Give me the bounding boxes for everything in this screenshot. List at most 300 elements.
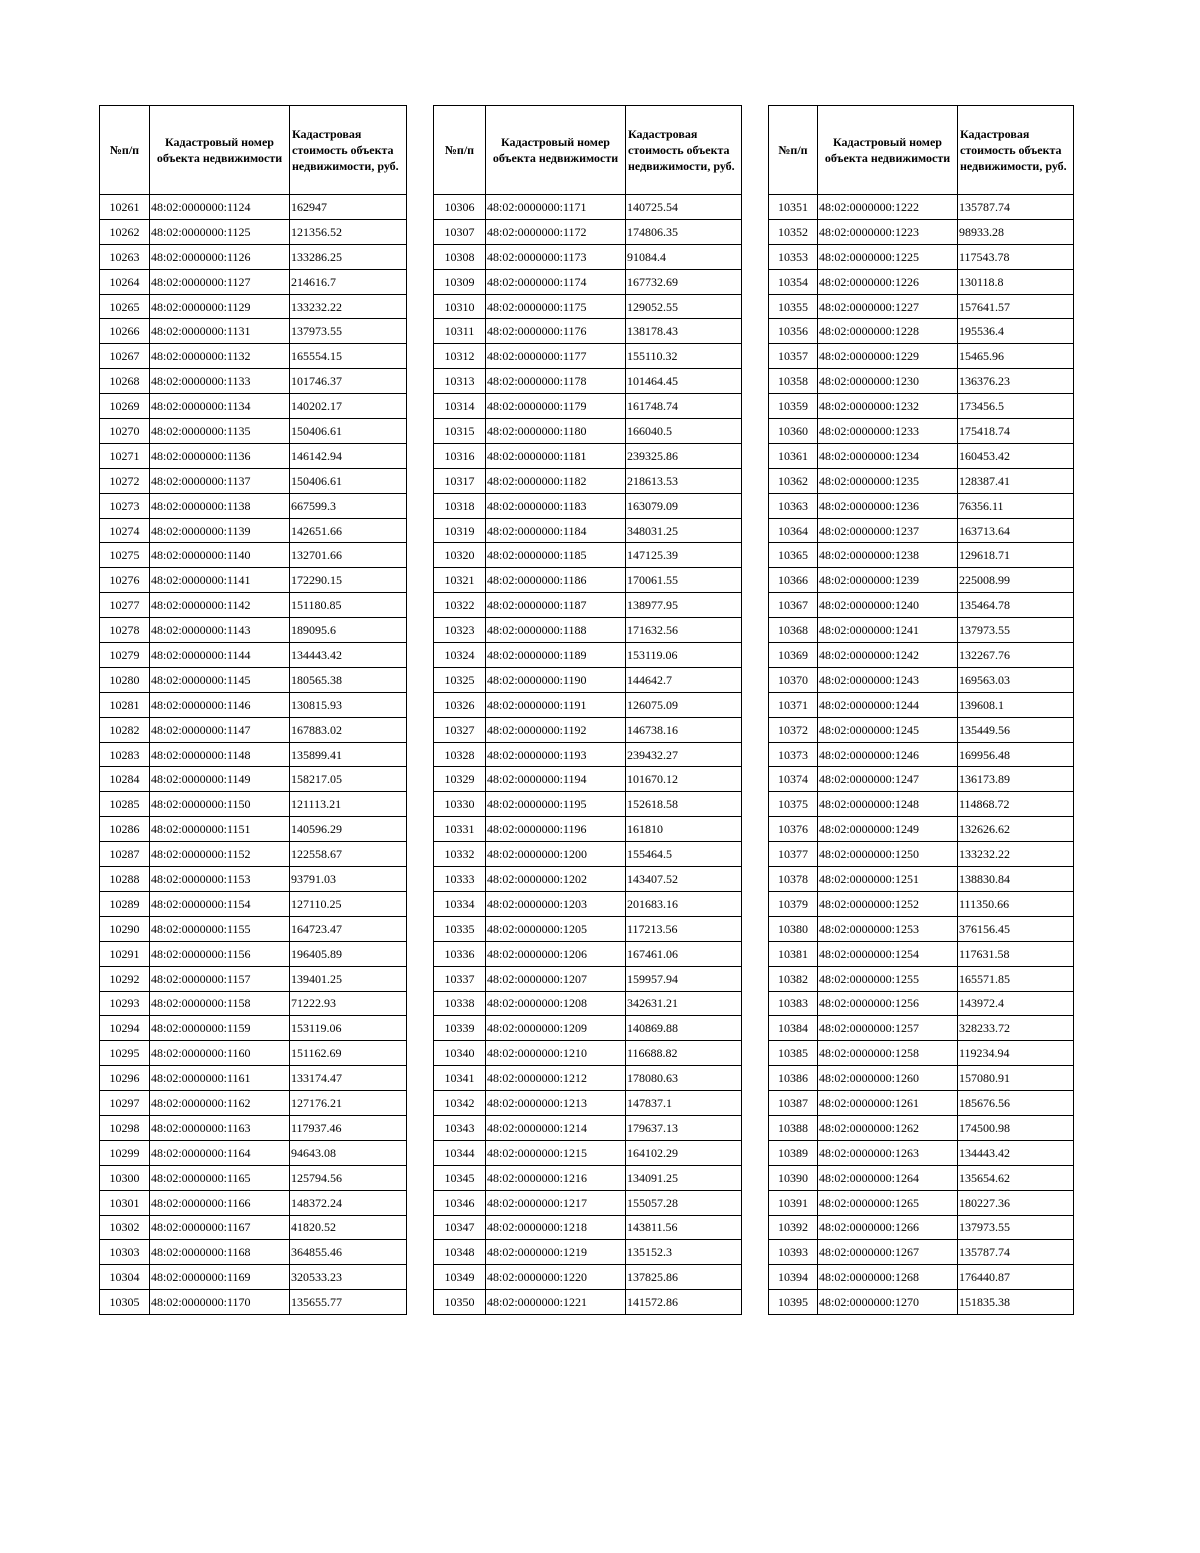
row-number: 10334 [434,891,486,916]
cadastral-number: 48:02:0000000:1249 [818,817,958,842]
row-number: 10395 [769,1290,818,1315]
cadastral-number: 48:02:0000000:1184 [486,518,626,543]
cadastral-number: 48:02:0000000:1241 [818,618,958,643]
cadastral-value: 166040.5 [626,419,742,444]
cadastral-value: 119234.94 [958,1041,1074,1066]
cadastral-number: 48:02:0000000:1270 [818,1290,958,1315]
cadastral-value: 140725.54 [626,195,742,220]
table-row [434,443,742,468]
cadastral-value: 138830.84 [958,867,1074,892]
row-number: 10272 [100,468,150,493]
cadastral-number: 48:02:0000000:1221 [486,1290,626,1315]
table-row [100,717,407,742]
row-number: 10338 [434,991,486,1016]
row-number: 10354 [769,269,818,294]
cadastral-number: 48:02:0000000:1168 [150,1240,290,1265]
row-number: 10311 [434,319,486,344]
row-number: 10394 [769,1265,818,1290]
row-number: 10300 [100,1165,150,1190]
row-number: 10273 [100,493,150,518]
row-number: 10378 [769,867,818,892]
table-row [434,1140,742,1165]
table-row [100,195,407,220]
row-number: 10393 [769,1240,818,1265]
table-row [100,219,407,244]
row-number: 10291 [100,941,150,966]
table-header-row [434,106,742,195]
cadastral-number: 48:02:0000000:1192 [486,717,626,742]
cadastral-value: 667599.3 [290,493,407,518]
table-row [769,767,1074,792]
cadastral-number: 48:02:0000000:1240 [818,593,958,618]
table-row [769,643,1074,668]
row-number: 10298 [100,1115,150,1140]
table-row [769,518,1074,543]
row-number: 10345 [434,1165,486,1190]
cadastral-number: 48:02:0000000:1203 [486,891,626,916]
cadastral-number: 48:02:0000000:1140 [150,543,290,568]
table-row [434,394,742,419]
cadastral-number: 48:02:0000000:1169 [150,1265,290,1290]
cadastral-value: 41820.52 [290,1215,407,1240]
cadastral-value: 133286.25 [290,244,407,269]
table-row [769,344,1074,369]
cadastral-number: 48:02:0000000:1226 [818,269,958,294]
cadastral-number: 48:02:0000000:1131 [150,319,290,344]
cadastral-number: 48:02:0000000:1254 [818,941,958,966]
cadastral-number: 48:02:0000000:1155 [150,916,290,941]
row-number: 10314 [434,394,486,419]
table-row [434,742,742,767]
cadastral-value: 142651.66 [290,518,407,543]
cadastral-value: 15465.96 [958,344,1074,369]
cadastral-value: 91084.4 [626,244,742,269]
table-row [100,1016,407,1041]
table-row [769,742,1074,767]
cadastral-number: 48:02:0000000:1177 [486,344,626,369]
cadastral-value: 126075.09 [626,692,742,717]
cadastral-number: 48:02:0000000:1215 [486,1140,626,1165]
table-row [769,817,1074,842]
cadastral-value: 170061.55 [626,568,742,593]
cadastral-value: 174500.98 [958,1115,1074,1140]
table-row [434,543,742,568]
cadastral-value: 167461.06 [626,941,742,966]
row-number: 10361 [769,443,818,468]
cadastral-number: 48:02:0000000:1230 [818,369,958,394]
row-number: 10357 [769,344,818,369]
table-row [100,1215,407,1240]
row-number: 10301 [100,1190,150,1215]
table-row [434,1240,742,1265]
cadastral-value: 158217.05 [290,767,407,792]
row-number: 10337 [434,966,486,991]
cadastral-value: 151835.38 [958,1290,1074,1315]
cadastral-number: 48:02:0000000:1136 [150,443,290,468]
table-row [100,643,407,668]
cadastral-value: 93791.03 [290,867,407,892]
cadastral-number: 48:02:0000000:1134 [150,394,290,419]
cadastral-number: 48:02:0000000:1147 [150,717,290,742]
cadastral-number: 48:02:0000000:1216 [486,1165,626,1190]
table-row [434,1190,742,1215]
cadastral-value: 155464.5 [626,842,742,867]
cadastral-value: 135655.77 [290,1290,407,1315]
cadastral-value: 167732.69 [626,269,742,294]
cadastral-value: 201683.16 [626,891,742,916]
cadastral-value: 174806.35 [626,219,742,244]
cadastral-value: 135152.3 [626,1240,742,1265]
table-row [434,916,742,941]
table-row [769,294,1074,319]
table-row [100,1066,407,1091]
cadastral-value: 157080.91 [958,1066,1074,1091]
row-number: 10383 [769,991,818,1016]
row-number: 10294 [100,1016,150,1041]
table-row [100,1240,407,1265]
row-number: 10323 [434,618,486,643]
header-cadastral-number: Кадастровый номер объекта недвижимости [818,106,958,195]
row-number: 10377 [769,842,818,867]
cadastral-number: 48:02:0000000:1212 [486,1066,626,1091]
cadastral-value: 172290.15 [290,568,407,593]
row-number: 10369 [769,643,818,668]
cadastral-value: 101670.12 [626,767,742,792]
table-row [769,1165,1074,1190]
cadastral-number: 48:02:0000000:1237 [818,518,958,543]
cadastral-number: 48:02:0000000:1173 [486,244,626,269]
row-number: 10336 [434,941,486,966]
table-row [769,219,1074,244]
cadastral-number: 48:02:0000000:1205 [486,916,626,941]
cadastral-value: 164102.29 [626,1140,742,1165]
row-number: 10318 [434,493,486,518]
cadastral-number: 48:02:0000000:1208 [486,991,626,1016]
table-row [100,941,407,966]
cadastral-number: 48:02:0000000:1228 [818,319,958,344]
row-number: 10346 [434,1190,486,1215]
table-row [434,1016,742,1041]
cadastral-number: 48:02:0000000:1127 [150,269,290,294]
cadastral-number: 48:02:0000000:1202 [486,867,626,892]
table-row [434,1091,742,1116]
table-row [769,667,1074,692]
cadastral-number: 48:02:0000000:1245 [818,717,958,742]
cadastral-number: 48:02:0000000:1266 [818,1215,958,1240]
cadastral-value: 176440.87 [958,1265,1074,1290]
table-row [100,543,407,568]
cadastral-value: 167883.02 [290,717,407,742]
cadastral-value: 328233.72 [958,1016,1074,1041]
row-number: 10327 [434,717,486,742]
table-row [100,1290,407,1315]
row-number: 10367 [769,593,818,618]
row-number: 10283 [100,742,150,767]
cadastral-value: 161810 [626,817,742,842]
table-row [434,419,742,444]
cadastral-number: 48:02:0000000:1200 [486,842,626,867]
cadastral-value: 133232.22 [958,842,1074,867]
row-number: 10333 [434,867,486,892]
table-row [434,195,742,220]
cadastral-value: 153119.06 [290,1016,407,1041]
row-number: 10348 [434,1240,486,1265]
cadastral-number: 48:02:0000000:1262 [818,1115,958,1140]
table-row [100,369,407,394]
cadastral-value: 169563.03 [958,667,1074,692]
cadastral-value: 130118.8 [958,269,1074,294]
table-row [100,1041,407,1066]
table-row [100,419,407,444]
table-row [434,1290,742,1315]
cadastral-value: 169956.48 [958,742,1074,767]
row-number: 10392 [769,1215,818,1240]
table-row [434,518,742,543]
cadastral-number: 48:02:0000000:1144 [150,643,290,668]
table-row [100,991,407,1016]
cadastral-number: 48:02:0000000:1261 [818,1091,958,1116]
cadastral-value: 139401.25 [290,966,407,991]
row-number: 10290 [100,916,150,941]
row-number: 10389 [769,1140,818,1165]
cadastral-number: 48:02:0000000:1225 [818,244,958,269]
row-number: 10288 [100,867,150,892]
cadastral-value: 178080.63 [626,1066,742,1091]
table-row [434,1066,742,1091]
table-row [100,568,407,593]
table-row [769,692,1074,717]
header-num: №п/п [769,106,818,195]
table-row [769,867,1074,892]
cadastral-value: 218613.53 [626,468,742,493]
cadastral-number: 48:02:0000000:1196 [486,817,626,842]
table-row [769,891,1074,916]
cadastral-number: 48:02:0000000:1146 [150,692,290,717]
cadastral-number: 48:02:0000000:1132 [150,344,290,369]
cadastral-number: 48:02:0000000:1190 [486,667,626,692]
cadastral-number: 48:02:0000000:1129 [150,294,290,319]
row-number: 10384 [769,1016,818,1041]
table-row [769,1016,1074,1041]
table-row [769,991,1074,1016]
row-number: 10324 [434,643,486,668]
table-row [100,792,407,817]
header-cadastral-value: Кадастровая стоимость объекта недвижимости, руб. [958,106,1074,195]
row-number: 10268 [100,369,150,394]
cadastral-number: 48:02:0000000:1124 [150,195,290,220]
table-row [434,344,742,369]
row-number: 10351 [769,195,818,220]
cadastral-number: 48:02:0000000:1133 [150,369,290,394]
cadastral-value: 135449.56 [958,717,1074,742]
table-row [769,568,1074,593]
cadastral-number: 48:02:0000000:1251 [818,867,958,892]
row-number: 10365 [769,543,818,568]
cadastral-number: 48:02:0000000:1222 [818,195,958,220]
row-number: 10271 [100,443,150,468]
table-row [100,1190,407,1215]
table-row [769,916,1074,941]
cadastral-number: 48:02:0000000:1176 [486,319,626,344]
cadastral-value: 130815.93 [290,692,407,717]
cadastral-number: 48:02:0000000:1244 [818,692,958,717]
cadastral-value: 144642.7 [626,667,742,692]
row-number: 10278 [100,618,150,643]
cadastral-number: 48:02:0000000:1233 [818,419,958,444]
table-row [769,1091,1074,1116]
row-number: 10343 [434,1115,486,1140]
table-row [769,319,1074,344]
row-number: 10371 [769,692,818,717]
cadastral-value: 320533.23 [290,1265,407,1290]
row-number: 10344 [434,1140,486,1165]
table-row [769,842,1074,867]
table-row [100,867,407,892]
table-row [434,294,742,319]
cadastral-number: 48:02:0000000:1183 [486,493,626,518]
cadastral-value: 146738.16 [626,717,742,742]
row-number: 10306 [434,195,486,220]
cadastral-number: 48:02:0000000:1234 [818,443,958,468]
cadastral-number: 48:02:0000000:1164 [150,1140,290,1165]
row-number: 10325 [434,667,486,692]
cadastral-value: 157641.57 [958,294,1074,319]
table-row [769,1041,1074,1066]
cadastral-value: 135787.74 [958,1240,1074,1265]
table-row [434,219,742,244]
table-row [434,1215,742,1240]
cadastral-value: 225008.99 [958,568,1074,593]
row-number: 10302 [100,1215,150,1240]
row-number: 10352 [769,219,818,244]
cadastral-number: 48:02:0000000:1217 [486,1190,626,1215]
cadastral-value: 239432.27 [626,742,742,767]
row-number: 10332 [434,842,486,867]
cadastral-value: 101464.45 [626,369,742,394]
cadastral-table-2 [433,105,742,1315]
cadastral-value: 129618.71 [958,543,1074,568]
table-row [434,792,742,817]
table-row [434,966,742,991]
cadastral-number: 48:02:0000000:1193 [486,742,626,767]
cadastral-value: 185676.56 [958,1091,1074,1116]
row-number: 10329 [434,767,486,792]
cadastral-value: 137825.86 [626,1265,742,1290]
table-row [100,443,407,468]
table-row [434,244,742,269]
cadastral-value: 180227.36 [958,1190,1074,1215]
row-number: 10363 [769,493,818,518]
table-row [434,319,742,344]
row-number: 10316 [434,443,486,468]
row-number: 10368 [769,618,818,643]
cadastral-number: 48:02:0000000:1149 [150,767,290,792]
cadastral-value: 348031.25 [626,518,742,543]
row-number: 10299 [100,1140,150,1165]
cadastral-value: 147837.1 [626,1091,742,1116]
cadastral-number: 48:02:0000000:1252 [818,891,958,916]
cadastral-value: 135787.74 [958,195,1074,220]
cadastral-number: 48:02:0000000:1206 [486,941,626,966]
table-row [100,667,407,692]
row-number: 10312 [434,344,486,369]
cadastral-number: 48:02:0000000:1180 [486,419,626,444]
table-row [100,1165,407,1190]
table-row [434,1041,742,1066]
cadastral-value: 122558.67 [290,842,407,867]
cadastral-value: 133232.22 [290,294,407,319]
cadastral-value: 143407.52 [626,867,742,892]
header-num: №п/п [100,106,150,195]
cadastral-number: 48:02:0000000:1161 [150,1066,290,1091]
row-number: 10321 [434,568,486,593]
table-row [100,518,407,543]
cadastral-value: 155057.28 [626,1190,742,1215]
cadastral-number: 48:02:0000000:1255 [818,966,958,991]
cadastral-number: 48:02:0000000:1165 [150,1165,290,1190]
table-header-row [769,106,1074,195]
cadastral-value: 195536.4 [958,319,1074,344]
cadastral-number: 48:02:0000000:1159 [150,1016,290,1041]
row-number: 10353 [769,244,818,269]
table-row [434,1165,742,1190]
table-row [769,543,1074,568]
table-row [100,767,407,792]
table-row [100,244,407,269]
row-number: 10262 [100,219,150,244]
row-number: 10269 [100,394,150,419]
cadastral-value: 189095.6 [290,618,407,643]
cadastral-number: 48:02:0000000:1209 [486,1016,626,1041]
table-row [769,1240,1074,1265]
row-number: 10287 [100,842,150,867]
row-number: 10281 [100,692,150,717]
table-row [100,742,407,767]
table-row [434,1115,742,1140]
cadastral-number: 48:02:0000000:1242 [818,643,958,668]
cadastral-value: 342631.21 [626,991,742,1016]
row-number: 10261 [100,195,150,220]
table-row [434,643,742,668]
table-row [434,842,742,867]
table-row [769,1290,1074,1315]
cadastral-value: 101746.37 [290,369,407,394]
cadastral-value: 179637.13 [626,1115,742,1140]
table-row [100,593,407,618]
row-number: 10309 [434,269,486,294]
cadastral-value: 196405.89 [290,941,407,966]
table-row [100,966,407,991]
row-number: 10322 [434,593,486,618]
cadastral-value: 214616.7 [290,269,407,294]
cadastral-number: 48:02:0000000:1142 [150,593,290,618]
cadastral-table-3 [768,105,1074,1315]
cadastral-value: 132626.62 [958,817,1074,842]
header-cadastral-number: Кадастровый номер объекта недвижимости [486,106,626,195]
row-number: 10304 [100,1265,150,1290]
cadastral-value: 151180.85 [290,593,407,618]
table-row [434,767,742,792]
row-number: 10335 [434,916,486,941]
row-number: 10282 [100,717,150,742]
row-number: 10355 [769,294,818,319]
table-row [434,593,742,618]
cadastral-value: 143811.56 [626,1215,742,1240]
row-number: 10315 [434,419,486,444]
row-number: 10307 [434,219,486,244]
table-row [769,419,1074,444]
row-number: 10328 [434,742,486,767]
